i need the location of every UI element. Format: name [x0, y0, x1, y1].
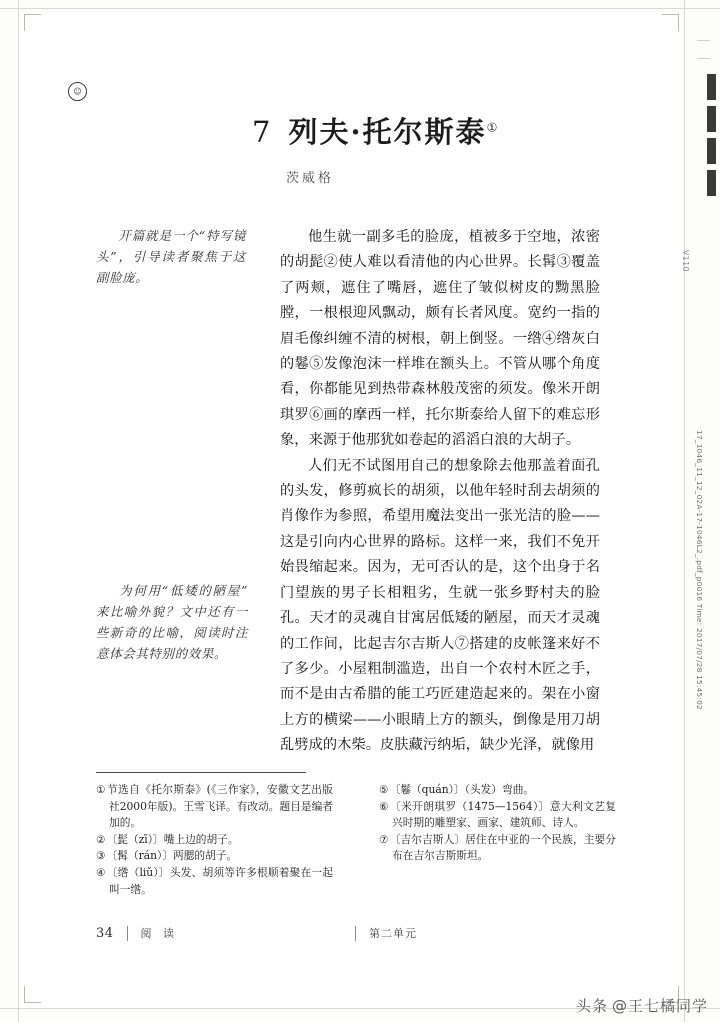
unit-label: 第二单元 [369, 927, 418, 940]
footnote-marker: ① [96, 783, 106, 796]
watermark-handle: @王七橘同学 [611, 997, 708, 1015]
footnote-separator [96, 772, 306, 773]
page-number: 34 [96, 925, 114, 941]
lesson-number: 7 [252, 115, 273, 149]
trim-rule-left [18, 0, 19, 1022]
margin-note-2 [96, 580, 248, 664]
margin-note-1-text: 开篇就是一个“特写镜头”，引导读者聚焦于这副脸庞。 [96, 228, 246, 285]
footnote-marker: ⑤ [379, 783, 389, 796]
footnote-text: 〔米开朗琪罗（1475—1564）〕意大利文艺复兴时期的雕塑家、画家、建筑师、诗人。 [389, 799, 616, 830]
page-footer [96, 925, 616, 941]
crop-mark-top-left [24, 14, 41, 31]
title-block [252, 110, 582, 186]
footer-divider [127, 926, 128, 941]
registration-bar-1 [707, 74, 716, 100]
footnote-marker: ④ [96, 865, 106, 879]
footnote-text: 〔吉尔吉斯人〕居住在中亚的一个民族，主要分布在吉尔吉斯斯坦。 [389, 832, 616, 863]
footnote-item [96, 865, 333, 898]
trim-rule-right [684, 0, 685, 1022]
registration-bar-3 [707, 138, 716, 164]
smiley-face-icon: ☺ [68, 82, 87, 101]
footnote-item [96, 832, 333, 849]
section-label: 阅 读 [140, 927, 179, 940]
footnote-text: 〔髯（rán）〕两腮的胡子。 [106, 849, 238, 863]
version-mark: V110 [681, 250, 690, 273]
footnote-text: 〔髭（zī）〕嘴上边的胡子。 [106, 832, 239, 846]
watermark [576, 995, 708, 1016]
margin-note-1 [96, 225, 246, 288]
title-footnote-marker: ① [486, 120, 500, 135]
watermark-source: 头条 [575, 997, 608, 1015]
footnote-marker: ② [96, 832, 106, 846]
crop-mark-bottom-left [24, 986, 41, 1003]
footnote-item [379, 832, 616, 865]
page-content [52, 20, 618, 980]
text-band [52, 225, 618, 755]
body-column [280, 225, 600, 759]
footnote-marker: ⑦ [379, 832, 389, 846]
footnote-item [96, 782, 333, 832]
page-title [252, 110, 582, 151]
crop-mark-top-right [662, 14, 679, 31]
footnote-text: 节选自《托尔斯泰》(《三作家》，安徽文艺出版社2000年版)。王雪飞译。有改动。题目是编者加的。 [106, 783, 333, 830]
footnote-item [379, 782, 616, 799]
production-string: 17_1046_11_12_02A-17-1046L2_.pdf_p0016 Time: 2017/07/28 15:45:02 [695, 430, 704, 710]
footnote-marker: ③ [96, 849, 106, 863]
footnote-text: 〔绺（liǔ）〕头发、胡须等许多根顺着聚在一起叫一绺。 [106, 865, 333, 896]
footnote-item [379, 799, 616, 832]
registration-bar-4 [707, 170, 716, 196]
footnote-item [96, 848, 333, 865]
registration-tick-1 [697, 40, 710, 41]
body-paragraph-1: 他生就一副多毛的脸庞，植被多于空地，浓密的胡髭②使人难以看清他的内心世界。长髯③覆盖了两颊，遮住了嘴唇，遮住了皱似树皮的黝黑脸膛，一根根迎风飘动，颇有长者风度。宽约一指的眉毛像纠缠不清的树根，朝上倒竖。一绺④绺灰白的鬈⑤发像泡沫一样堆在额头上。不管从哪个角度看，你都能见到热带森林般茂密的须发。像米开朗琪罗⑥画的摩西一样，托尔斯泰给人留下的难忘形象，来源于他那犹如卷起的滔滔白浪的大胡子。 [280, 229, 600, 449]
lesson-title-text: 列夫·托尔斯泰 [288, 115, 487, 149]
margin-note-2-text: 为何用“低矮的陋屋”来比喻外貌？文中还有一些新奇的比喻，阅读时注意体会其特别的效果。 [96, 583, 248, 661]
registration-tick-2 [697, 58, 710, 59]
registration-bar-2 [707, 106, 716, 132]
footnote-list [96, 782, 616, 898]
body-paragraph-2: 人们无不试图用自己的想象除去他那盖着面孔的头发，修剪疯长的胡须，以他年轻时刮去胡须的肖像作为参照，希望用魔法变出一张光洁的脸——这是引向内心世界的路标。这样一来，我们不免开始畏缩起来。因为，无可否认的是，这个出身于名门望族的男子长相粗劣，生就一张乡野村夫的脸孔。天才的灵魂自甘寓居低矮的陋屋，而天才灵魂的工作间，比起吉尔吉斯人⑦搭建的皮帐篷来好不了多少。小屋粗制滥造，出自一个农村木匠之手，而不是由古希腊的能工巧匠建造起来的。架在小窗上方的横梁——小眼睛上方的额头，倒像是用刀胡乱劈成的木柴。皮肤藏污纳垢，缺少光泽，就像用 [280, 457, 600, 754]
author-name: 茨威格 [286, 171, 335, 186]
footnote-text: 〔鬈（quán）〕（头发）弯曲。 [389, 783, 535, 796]
footnote-marker: ⑥ [379, 799, 389, 813]
footer-divider [355, 926, 356, 941]
trim-rule-top [0, 8, 720, 9]
